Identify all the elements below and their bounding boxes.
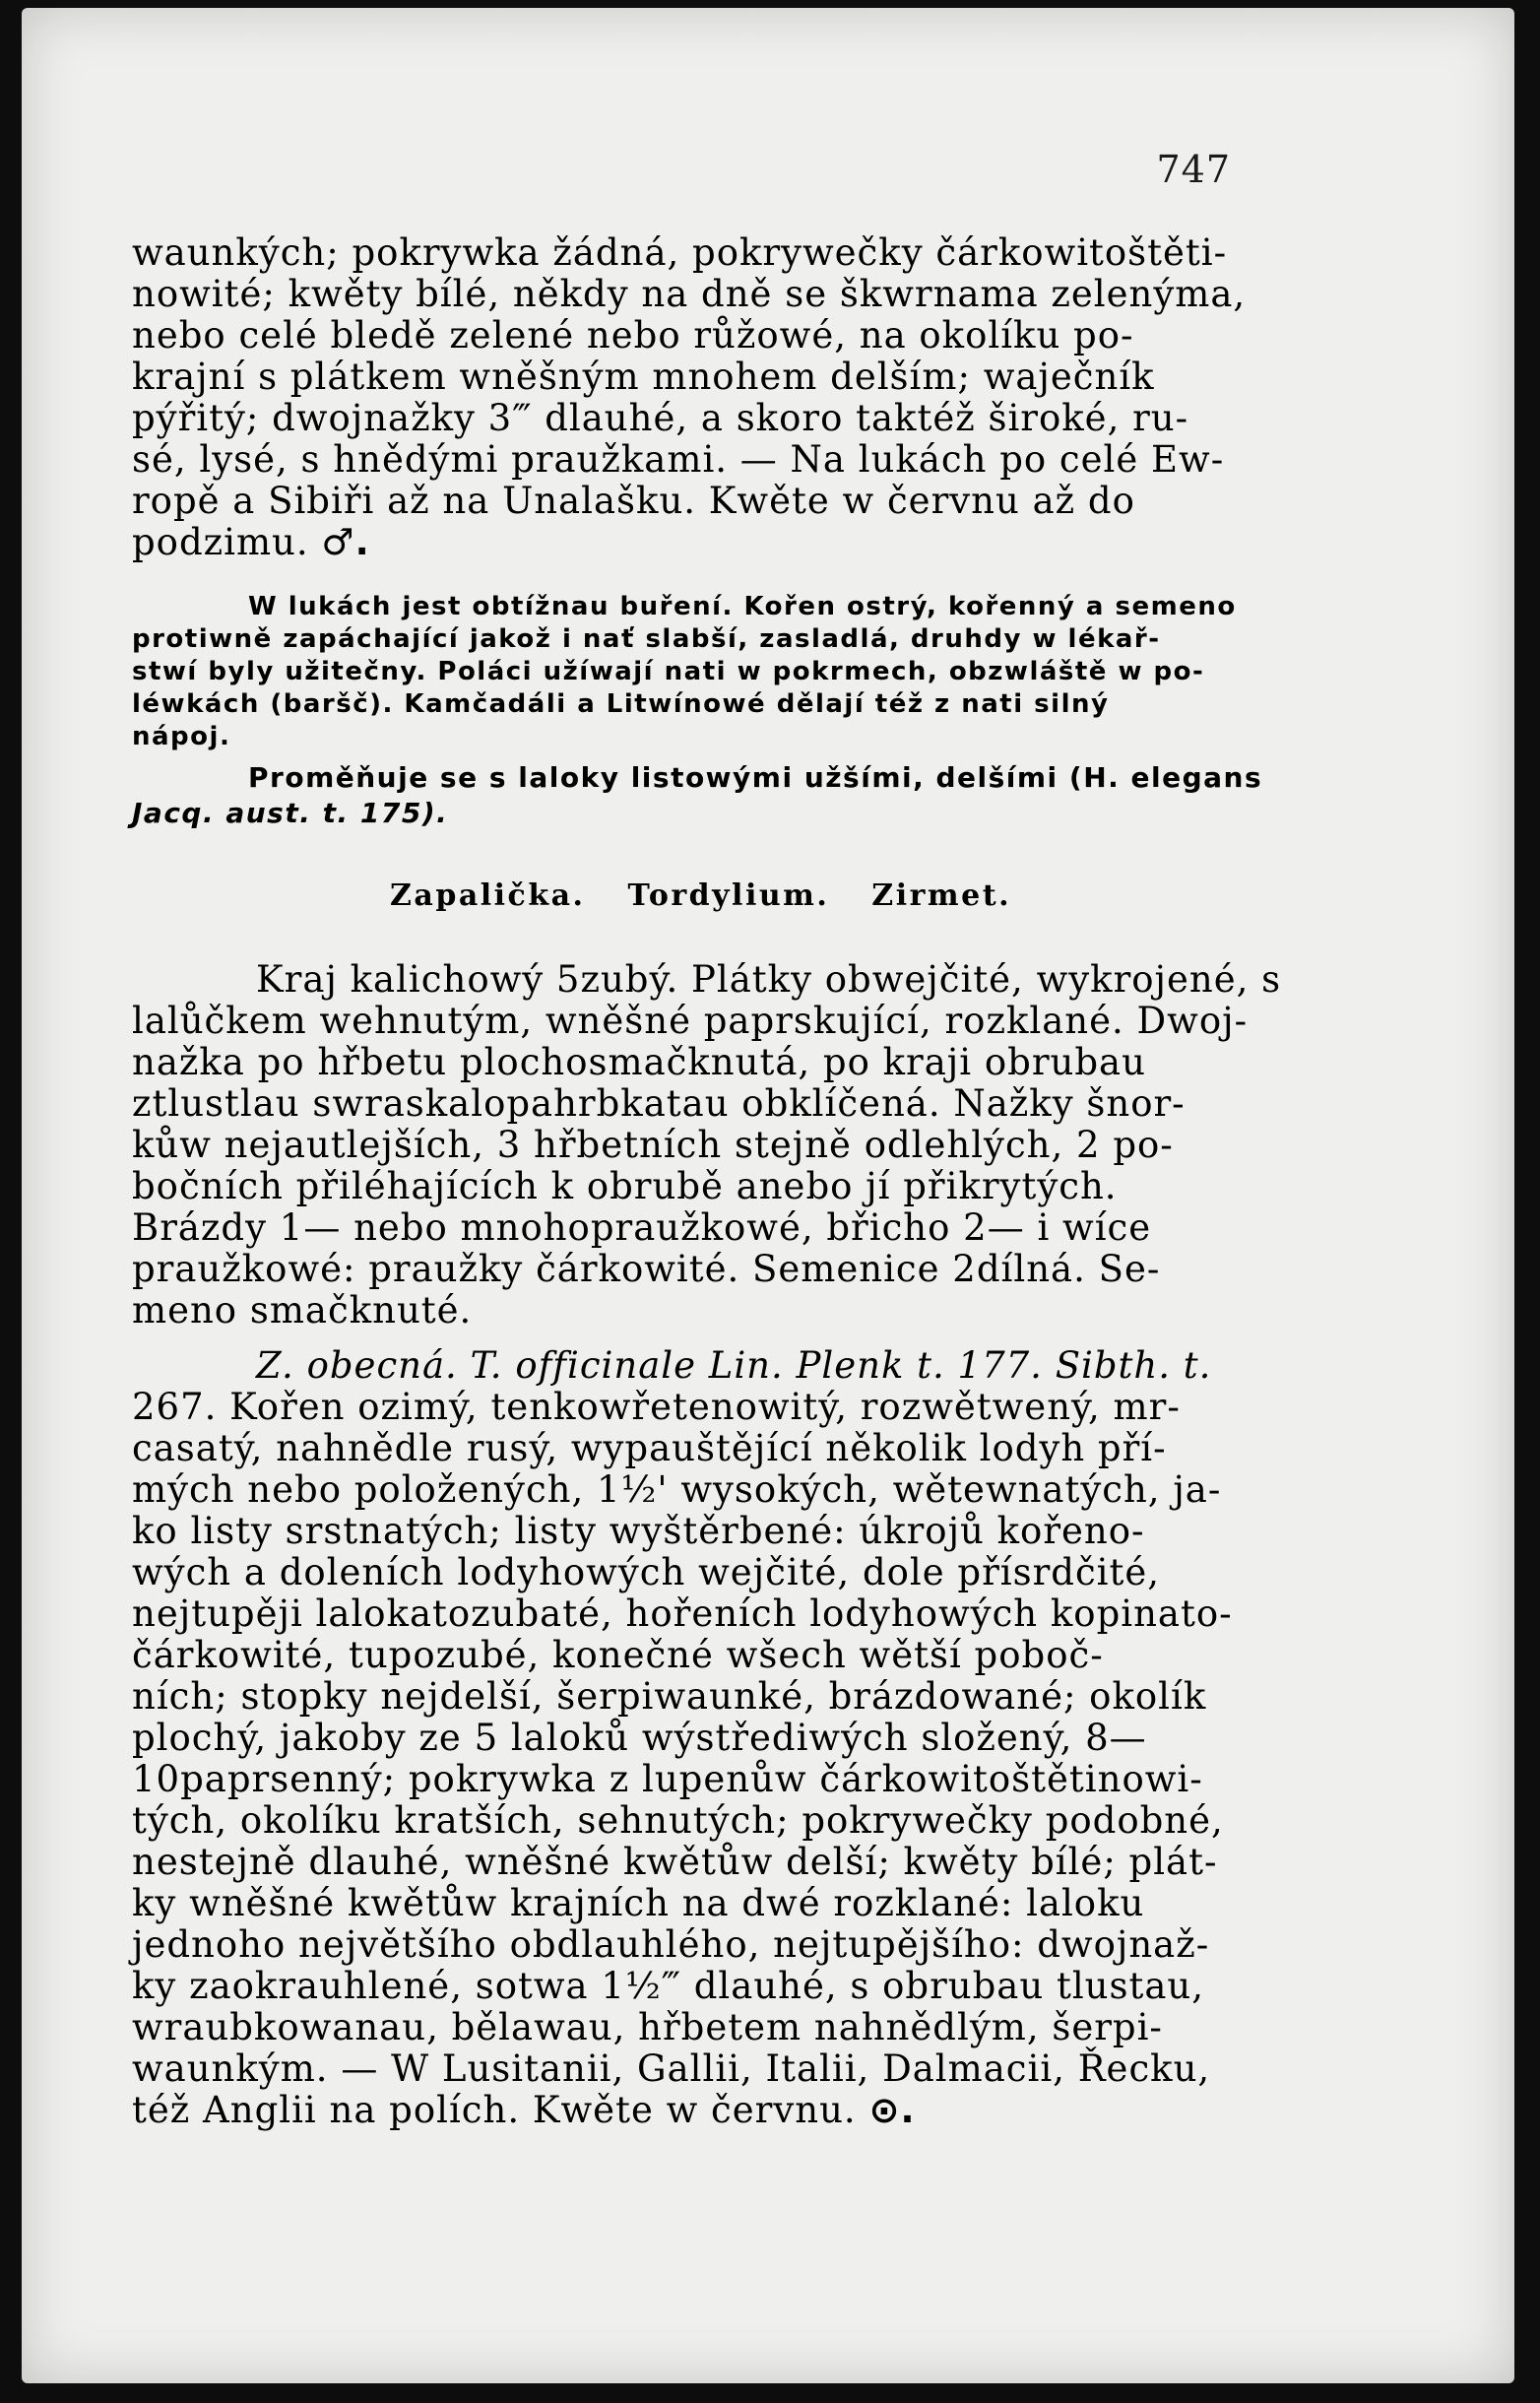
species-line: casatý, nahnědle rusý, wypauštějící několik lodyh pří-	[132, 1427, 1167, 1469]
descr-line: praužkowé: praužky čárkowité. Semenice 2dílná. Se-	[132, 1248, 1161, 1290]
species-line: wých a doleních lodyhowých wejčité, dole přísrdčité,	[132, 1551, 1161, 1593]
genus-german: Zirmet.	[871, 878, 1012, 913]
species-line: 10paprsenný; pokrywka z lupenůw čárkowitoštětinowi-	[132, 1758, 1203, 1800]
descr-line: Brázdy 1— nebo mnohopraužkowé, břicho 2— i wíce	[132, 1206, 1152, 1249]
intro-line: ropě a Sibiři až na Unalašku. Kwěte w červnu až do	[132, 480, 1135, 522]
annual-symbol: ⊙.	[868, 2089, 916, 2131]
note2-line: Proměňuje se s laloky listowými užšími, delšími (H. elegans	[248, 761, 1263, 794]
intro-line: krajní s plátkem wněšným mnohem delším; waječník	[132, 356, 1155, 398]
species-heading: Z. obecná. T. officinale Lin. Plenk t. 177. Sibth. t.	[256, 1344, 1212, 1387]
species-line: wraubkowanau, bělawau, hřbetem nahnědlým, šerpi-	[132, 2006, 1163, 2048]
descr-line: Kraj kalichowý 5zubý. Plátky obwejčité, wykrojené, s	[256, 958, 1282, 1001]
species-line: waunkým. — W Lusitanii, Gallii, Italii, Dalmacii, Řecku,	[132, 2047, 1211, 2090]
intro-paragraph	[132, 231, 1247, 563]
note-line: W lukách jest obtížnau buření. Kořen ostrý, kořenný a semeno	[248, 592, 1237, 621]
descr-line: nažka po hřbetu plochosmačknutá, po kraji obrubau	[132, 1041, 1146, 1083]
biennial-symbol: ♂.	[321, 521, 370, 563]
descr-line: meno smačknuté.	[132, 1289, 473, 1331]
note-line: protiwně zapáchající jakož i nať slabší, zasladlá, druhdy w lékař-	[132, 624, 1161, 654]
species-line: 267. Kořen ozimý, tenkowřetenowitý, rozwětwený, mr-	[132, 1386, 1181, 1428]
intro-line: nowité; kwěty bílé, někdy na dně se škwrnama zelenýma,	[132, 273, 1247, 315]
species-line: čárkowité, tupozubé, konečné wšech wětší poboč-	[132, 1634, 1104, 1676]
intro-line-text: podzimu.	[132, 521, 309, 563]
intro-line: pýřitý; dwojnažky 3‴ dlauhé, a skoro taktéž široké, ru-	[132, 397, 1189, 439]
note-line: léwkách (baršč). Kamčadáli a Litwínowé dělají též z nati silný	[132, 689, 1110, 719]
species-line: ky zaokrauhlené, sotwa 1½‴ dlauhé, s obrubau tlustau,	[132, 1965, 1204, 2007]
descr-line: kůw nejautlejších, 3 hřbetních stejně odlehlých, 2 po-	[132, 1124, 1174, 1166]
descr-line: bočních přiléhajících k obrubě anebo jí přikrytých.	[132, 1165, 1118, 1207]
note-line: nápoj.	[132, 722, 231, 751]
species-line: ních; stopky nejdelší, šerpiwaunké, brázdowané; okolík	[132, 1675, 1207, 1718]
genus-description	[132, 958, 1282, 1331]
descr-line: lalůčkem wehnutým, wněšné paprskující, rozklané. Dwoj-	[132, 1000, 1249, 1042]
species-line: tých, okolíku kratších, sehnutých; pokrywečky podobné,	[132, 1799, 1224, 1842]
intro-line: sé, lysé, s hnědými praužkami. — Na lukách po celé Ew-	[132, 438, 1225, 481]
intro-line: waunkých; pokrywka žádná, pokrywečky čárkowitoštěti-	[132, 231, 1228, 274]
intro-line: nebo celé bledě zelené nebo růžowé, na okolíku po-	[132, 314, 1134, 357]
species-line: plochý, jakoby ze 5 laloků wýstřediwých složený, 8—	[132, 1717, 1147, 1759]
note-line: stwí byly užitečny. Poláci užíwají nati w pokrmech, obzwláště w po-	[132, 657, 1205, 686]
note2-line: Jacq. aust. t. 175).	[132, 797, 449, 829]
intro-line-last	[132, 522, 1235, 563]
usage-note	[132, 591, 1235, 753]
species-line-last	[132, 2090, 1235, 2131]
species-line: ko listy srstnatých; listy wyštěrbené: úkrojů kořeno-	[132, 1510, 1145, 1552]
book-page	[22, 8, 1514, 2383]
species-line: nejtupěji lalokatozubaté, hořeních lodyhowých kopinato-	[132, 1592, 1233, 1635]
species-line: ky wněšné kwětůw krajních na dwé rozklané: laloku	[132, 1882, 1145, 1924]
species-line: mých nebo položených, 1½' wysokých, wětewnatých, ja-	[132, 1468, 1222, 1511]
species-line: jednoho největšího obdlauhlého, nejtupějšího: dwojnaž-	[132, 1923, 1210, 1966]
species-entry	[132, 1345, 1235, 2131]
genus-czech: Zapalička.	[390, 878, 586, 913]
species-line-text: též Anglii na polích. Kwěte w červnu.	[132, 2089, 857, 2131]
variety-note	[132, 760, 1263, 831]
genus-heading	[390, 878, 1079, 913]
descr-line: ztlustlau swraskalopahrbkatau obklíčená. Nažky šnor-	[132, 1082, 1186, 1125]
genus-latin: Tordylium.	[627, 878, 830, 913]
species-line: nestejně dlauhé, wněšné kwětůw delší; kwěty bílé; plát-	[132, 1841, 1218, 1883]
page-number: 747	[1156, 148, 1231, 191]
